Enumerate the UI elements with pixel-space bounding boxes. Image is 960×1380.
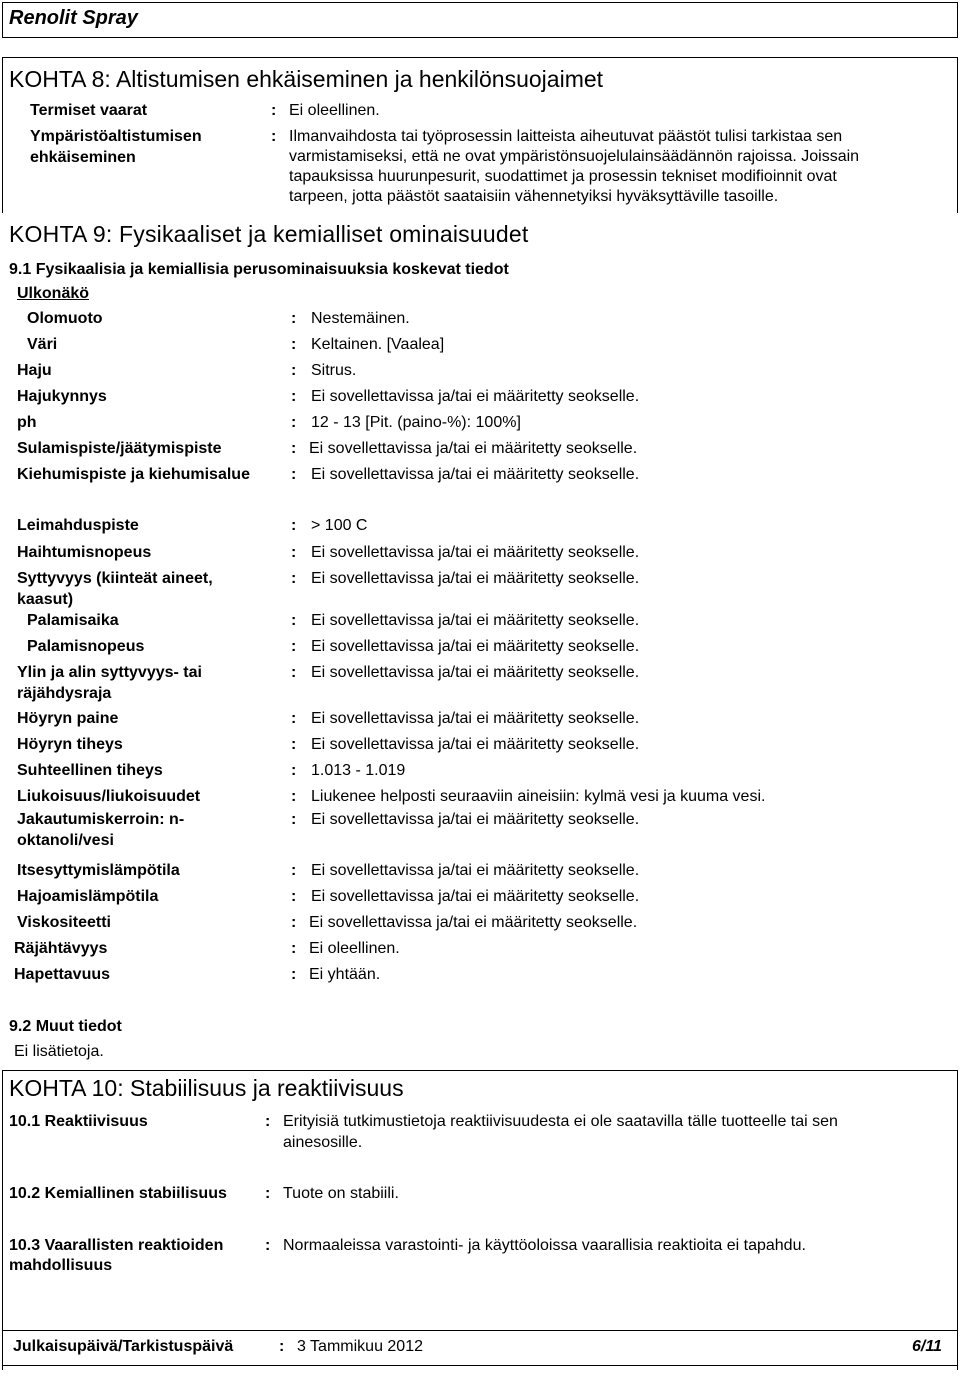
- property-value: Sitrus.: [311, 362, 357, 379]
- property-value: Ei sovellettavissa ja/tai ei määritetty seokselle.: [309, 440, 638, 457]
- value-reaktiivisuus-2: ainesosille.: [283, 1134, 363, 1151]
- value-termiset-vaarat: Ei oleellinen.: [289, 102, 380, 119]
- property-label: Jakautumiskerroin: n-: [17, 811, 185, 828]
- property-label-line-2: oktanoli/vesi: [17, 832, 114, 849]
- property-value: Ei yhtään.: [309, 966, 381, 983]
- property-label: Höyryn paine: [17, 710, 119, 727]
- footer-date-label: Julkaisupäivä/Tarkistuspäivä: [13, 1338, 234, 1355]
- value-ymparisto-line-1: Ilmanvaihdosta tai työprosessin laitteista aiheutuvat päästöt tulisi tarkistaa sen: [289, 128, 843, 145]
- property-value: Ei sovellettavissa ja/tai ei määritetty seokselle.: [311, 612, 640, 629]
- property-value: Ei sovellettavissa ja/tai ei määritetty seokselle.: [311, 466, 640, 483]
- colon: :: [291, 788, 297, 805]
- property-value: Ei sovellettavissa ja/tai ei määritetty seokselle.: [311, 388, 640, 405]
- colon: :: [265, 1113, 271, 1130]
- property-label: Hapettavuus: [14, 966, 111, 983]
- document-title: Renolit Spray: [9, 7, 138, 29]
- property-label: Ylin ja alin syttyvyys- tai: [17, 664, 202, 681]
- property-value: > 100 C: [311, 517, 368, 534]
- header-bar: [2, 2, 958, 38]
- colon: :: [291, 466, 297, 483]
- property-label: Kiehumispiste ja kiehumisalue: [17, 466, 250, 483]
- value-stabiilisuus: Tuote on stabiili.: [283, 1185, 399, 1202]
- section-9-subtitle: 9.1 Fysikaalisia ja kemiallisia perusominaisuuksia koskevat tiedot: [9, 261, 509, 278]
- label-ymparistoaltistumisen: Ympäristöaltistumisen: [30, 128, 202, 145]
- property-label: Haihtumisnopeus: [17, 544, 152, 561]
- property-value: Ei sovellettavissa ja/tai ei määritetty seokselle.: [311, 570, 640, 587]
- property-value: Keltainen. [Vaalea]: [311, 336, 445, 353]
- label-termiset-vaarat: Termiset vaarat: [30, 102, 148, 119]
- property-value: Ei sovellettavissa ja/tai ei määritetty seokselle.: [311, 664, 640, 681]
- colon: :: [291, 811, 297, 828]
- property-label: Höyryn tiheys: [17, 736, 123, 753]
- colon: :: [291, 664, 297, 681]
- colon: :: [291, 544, 297, 561]
- property-value: Nestemäinen.: [311, 310, 410, 327]
- colon: :: [291, 517, 297, 534]
- footer-page-number: 6/11: [912, 1338, 942, 1355]
- property-value: Ei sovellettavissa ja/tai ei määritetty seokselle.: [309, 914, 638, 931]
- colon: :: [291, 336, 297, 353]
- colon: :: [291, 414, 297, 431]
- colon: :: [291, 570, 297, 587]
- property-label: Hajukynnys: [17, 388, 107, 405]
- property-value: Ei oleellinen.: [309, 940, 400, 957]
- property-value: Liukenee helposti seuraaviin aineisiin: kylmä vesi ja kuuma vesi.: [311, 788, 766, 805]
- property-label-line-2: kaasut): [17, 591, 74, 608]
- colon: :: [291, 762, 297, 779]
- colon: :: [291, 638, 297, 655]
- colon: :: [291, 440, 297, 457]
- value-ymparisto-line-3: tapauksissa huurunpesurit, suodattimet ja prosessin tekniset modifioinnit ovat: [289, 168, 837, 185]
- value-ymparisto-line-2: varmistamiseksi, että ne ovat ympäristönsuojelulainsäädännön rajoissa. Joissain: [289, 148, 860, 165]
- property-label: Sulamispiste/jäätymispiste: [17, 440, 222, 457]
- property-label: ph: [17, 414, 37, 431]
- footer-date-value: 3 Tammikuu 2012: [297, 1338, 423, 1355]
- colon: :: [291, 310, 297, 327]
- property-label: Liukoisuus/liukoisuudet: [17, 788, 201, 805]
- property-value: Ei sovellettavissa ja/tai ei määritetty seokselle.: [311, 638, 640, 655]
- property-value: Ei sovellettavissa ja/tai ei määritetty seokselle.: [311, 736, 640, 753]
- property-label: Olomuoto: [27, 310, 103, 327]
- colon: :: [291, 940, 297, 957]
- value-ymparisto-line-4: tarpeen, jotta päästöt saataisiin vähennetyiksi hyväksyttäville tasoille.: [289, 188, 779, 205]
- label-stabiilisuus: 10.2 Kemiallinen stabiilisuus: [9, 1185, 227, 1202]
- colon: :: [291, 914, 297, 931]
- colon: :: [291, 736, 297, 753]
- label-reaktiivisuus: 10.1 Reaktiivisuus: [9, 1113, 148, 1130]
- property-label: Räjähtävyys: [14, 940, 108, 957]
- colon: :: [265, 1185, 271, 1202]
- property-label: Syttyvyys (kiinteät aineet,: [17, 570, 213, 587]
- label-vaarallisten-reaktioiden: 10.3 Vaarallisten reaktioiden: [9, 1237, 224, 1254]
- colon: :: [291, 612, 297, 629]
- property-value: Ei sovellettavissa ja/tai ei määritetty seokselle.: [311, 544, 640, 561]
- section-9-title: KOHTA 9: Fysikaaliset ja kemialliset ominaisuudet: [9, 221, 529, 247]
- colon: :: [279, 1338, 285, 1355]
- appearance-heading: Ulkonäkö: [17, 285, 90, 302]
- property-label: Haju: [17, 362, 52, 379]
- property-value: Ei sovellettavissa ja/tai ei määritetty seokselle.: [311, 888, 640, 905]
- property-value: Ei sovellettavissa ja/tai ei määritetty seokselle.: [311, 862, 640, 879]
- property-label: Väri: [27, 336, 58, 353]
- colon: :: [291, 710, 297, 727]
- property-value: Ei sovellettavissa ja/tai ei määritetty seokselle.: [311, 710, 640, 727]
- label-vaarallisten-reaktioiden-2: mahdollisuus: [9, 1257, 113, 1274]
- property-label: Palamisnopeus: [27, 638, 145, 655]
- property-label: Viskositeetti: [17, 914, 111, 931]
- colon: :: [271, 128, 277, 145]
- property-label: Palamisaika: [27, 612, 119, 629]
- colon: :: [291, 362, 297, 379]
- property-label: Itsesyttymislämpötila: [17, 862, 180, 879]
- property-value: Ei sovellettavissa ja/tai ei määritetty seokselle.: [311, 811, 640, 828]
- other-info-heading: 9.2 Muut tiedot: [9, 1018, 122, 1035]
- property-label: Hajoamislämpötila: [17, 888, 159, 905]
- colon: :: [291, 966, 297, 983]
- colon: :: [271, 102, 277, 119]
- colon: :: [291, 862, 297, 879]
- section-8-title: KOHTA 8: Altistumisen ehkäiseminen ja henkilönsuojaimet: [9, 66, 604, 92]
- other-info-value: Ei lisätietoja.: [14, 1043, 104, 1060]
- section-10-title: KOHTA 10: Stabiilisuus ja reaktiivisuus: [9, 1075, 404, 1101]
- colon: :: [291, 388, 297, 405]
- property-label: Leimahduspiste: [17, 517, 139, 534]
- value-vaarallisten-reaktioiden: Normaaleissa varastointi- ja käyttöoloissa vaarallisia reaktioita ei tapahdu.: [283, 1237, 806, 1254]
- property-value: 1.013 - 1.019: [311, 762, 406, 779]
- property-label: Suhteellinen tiheys: [17, 762, 163, 779]
- label-ymparistoaltistumisen-2: ehkäiseminen: [30, 149, 136, 166]
- value-reaktiivisuus-1: Erityisiä tutkimustietoja reaktiivisuudesta ei ole saatavilla tälle tuotteelle tai sen: [283, 1113, 838, 1130]
- colon: :: [265, 1237, 271, 1254]
- colon: :: [291, 888, 297, 905]
- property-label-line-2: räjähdysraja: [17, 685, 112, 702]
- property-value: 12 - 13 [Pit. (paino-%): 100%]: [311, 414, 521, 431]
